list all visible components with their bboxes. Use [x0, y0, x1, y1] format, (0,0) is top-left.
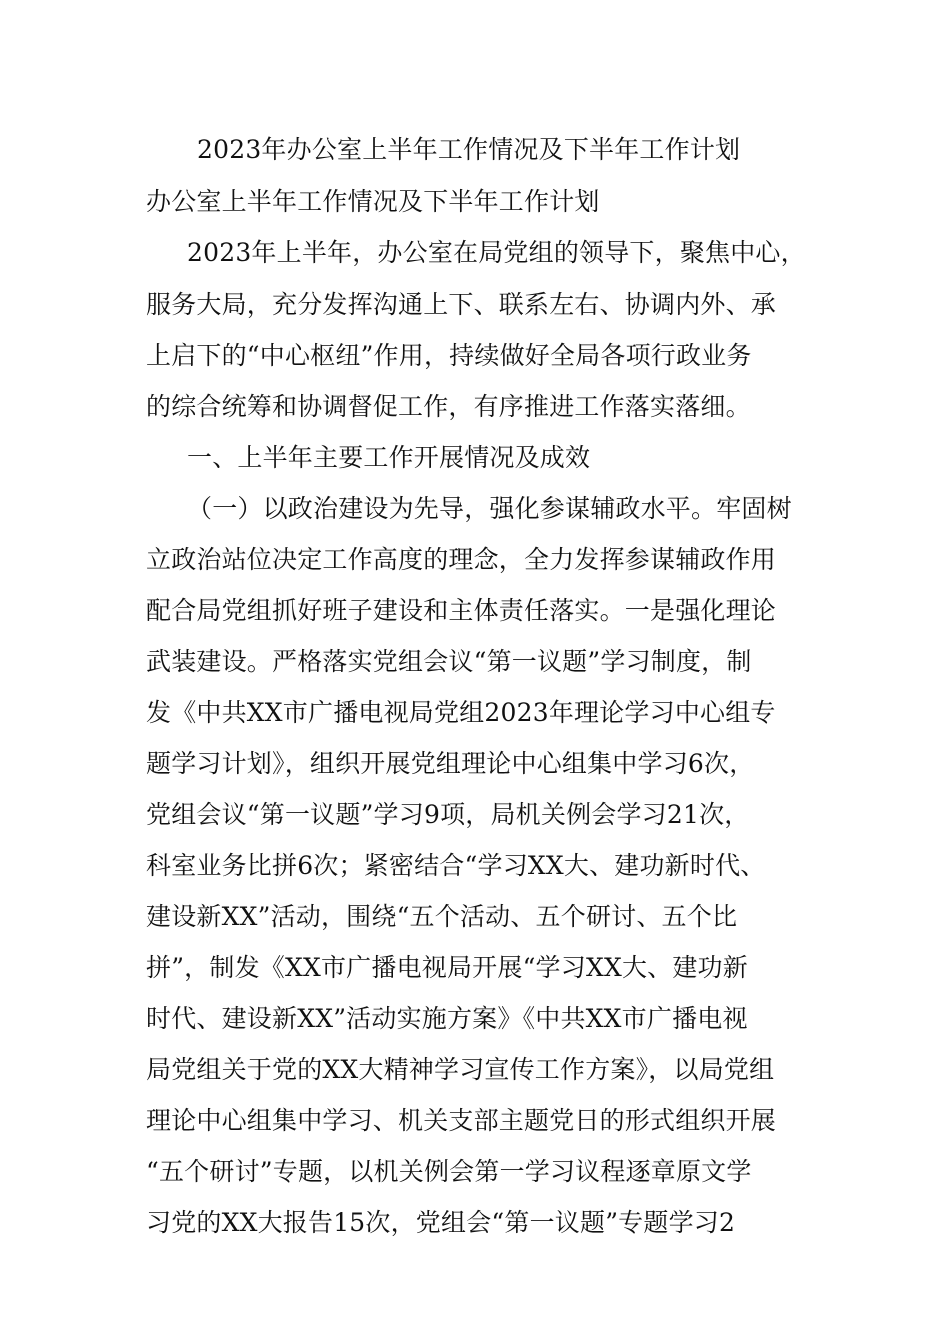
paragraph-line: 时代、建设新XX”活动实施方案》《中共XX市广播电视 — [146, 1004, 748, 1033]
paragraph-line: 习党的XX大报告15次，党组会“第一议题”专题学习2 — [146, 1208, 736, 1237]
document-subtitle: 办公室上半年工作情况及下半年工作计划 — [146, 187, 600, 216]
paragraph-line: 题学习计划》，组织开展党组理论中心组集中学习6次， — [146, 749, 755, 778]
paragraph-line: 发《中共XX市广播电视局党组2023年理论学习中心组专 — [146, 698, 776, 727]
paragraph-line: 党组会议“第一议题”学习9项，局机关例会学习21次， — [146, 800, 750, 829]
paragraph-line: 局党组关于党的XX大精神学习宣传工作方案》，以局党组 — [146, 1055, 775, 1084]
paragraph-line: “五个研讨”专题，以机关例会第一学习议程逐章原文学 — [146, 1157, 752, 1186]
paragraph-line: 上启下的“中心枢纽”作用，持续做好全局各项行政业务 — [146, 341, 752, 370]
paragraph-line: 2023年上半年，办公室在局党组的领导下，聚焦中心， — [187, 238, 806, 267]
paragraph-line: 服务大局，充分发挥沟通上下、联系左右、协调内外、承 — [146, 290, 777, 319]
paragraph-line: 武装建设。严格落实党组会议“第一议题”学习制度，制 — [146, 647, 752, 676]
paragraph-line: 理论中心组集中学习、机关支部主题党日的形式组织开展 — [146, 1106, 777, 1135]
paragraph-line: （一）以政治建设为先导，强化参谋辅政水平。牢固树 — [187, 494, 792, 523]
paragraph-line: 科室业务比拼6次；紧密结合“学习XX大、建功新时代、 — [146, 851, 766, 880]
document-title: 2023年办公室上半年工作情况及下半年工作计划 — [197, 135, 741, 164]
paragraph-line: 的综合统筹和协调督促工作，有序推进工作落实落细。 — [146, 392, 751, 421]
paragraph-line: 立政治站位决定工作高度的理念，全力发挥参谋辅政作用 — [146, 545, 777, 574]
section-heading: 一、上半年主要工作开展情况及成效 — [187, 443, 591, 472]
paragraph-line: 拼”，制发《XX市广播电视局开展“学习XX大、建功新 — [146, 953, 748, 982]
paragraph-line: 配合局党组抓好班子建设和主体责任落实。一是强化理论 — [146, 596, 777, 625]
paragraph-line: 建设新XX”活动，围绕“五个活动、五个研讨、五个比 — [146, 902, 738, 931]
